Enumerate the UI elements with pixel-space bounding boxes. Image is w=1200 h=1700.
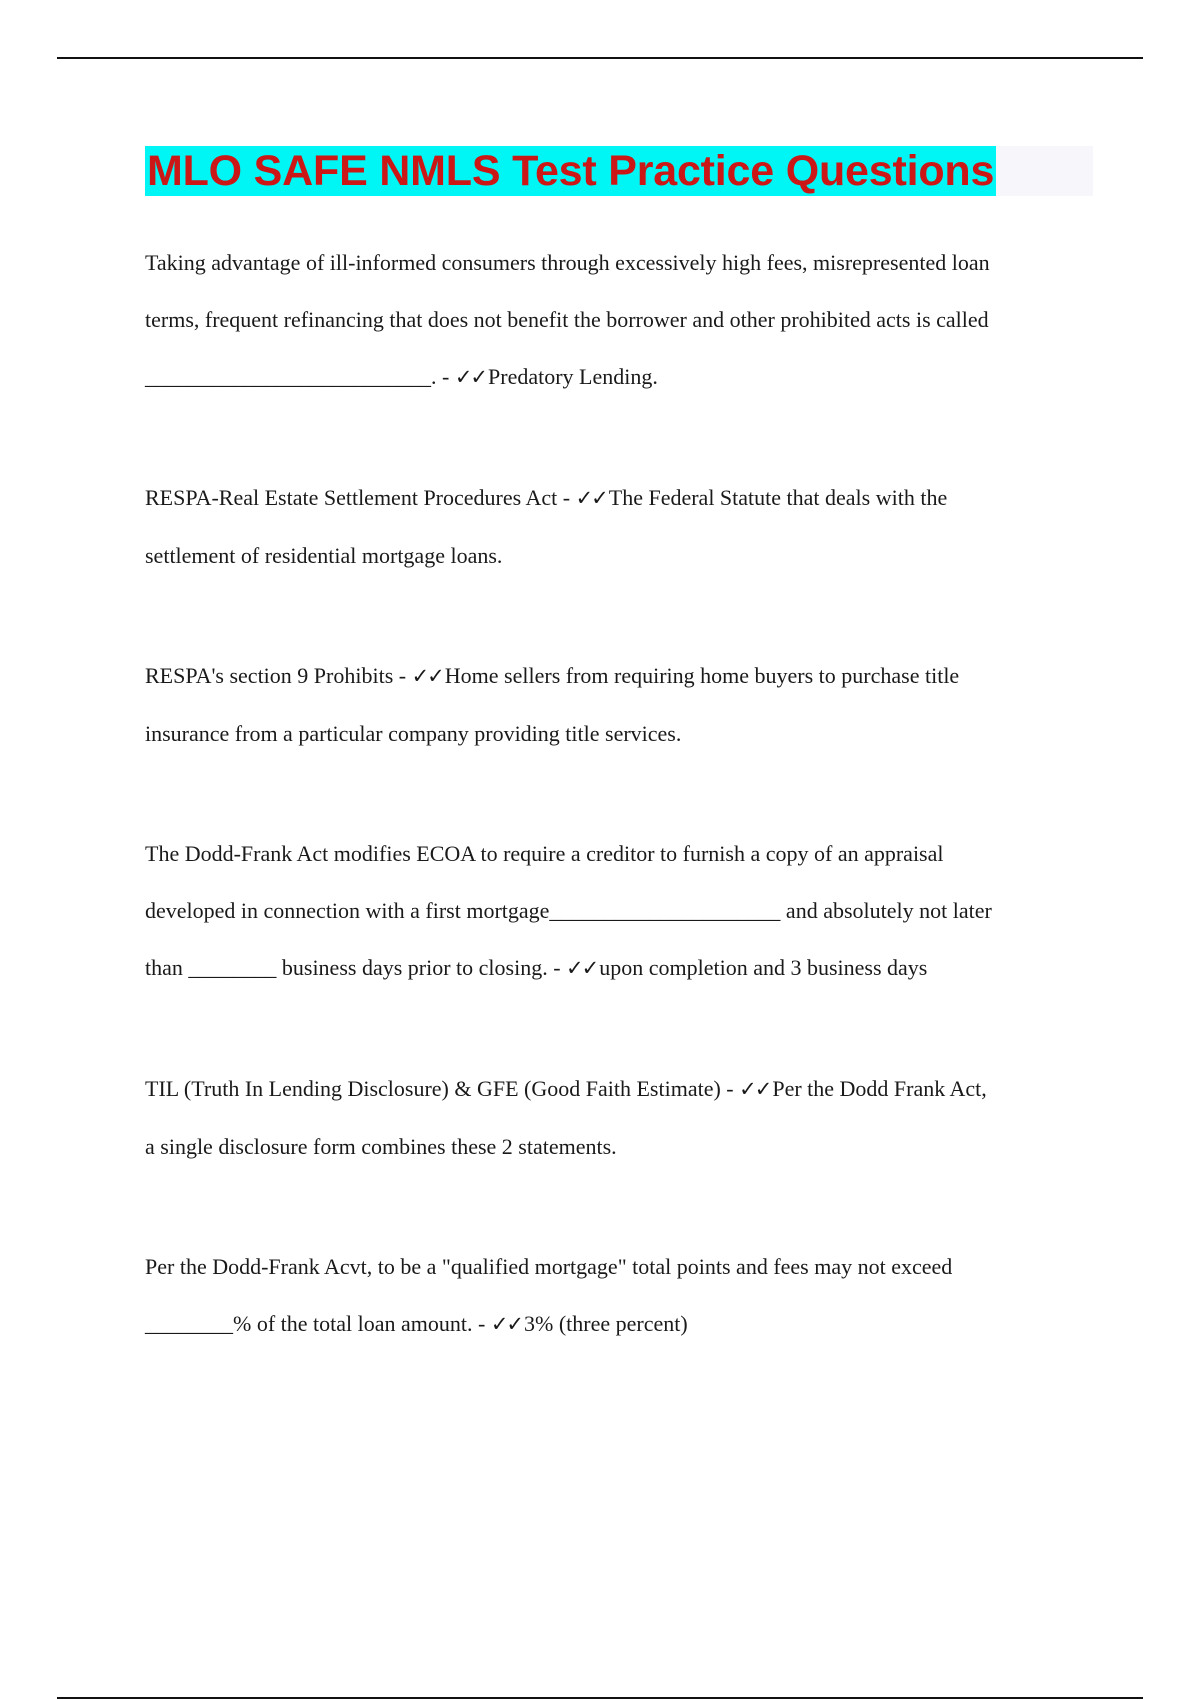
- text-line: Per the Dodd-Frank Acvt, to be a "qualified mortgage" total points and fees may not exceed: [145, 1254, 953, 1279]
- question-text: ________% of the total loan amount. -: [145, 1311, 491, 1336]
- question-answer-item: [145, 469, 1095, 584]
- question-text: RESPA-Real Estate Settlement Procedures Act -: [145, 485, 576, 510]
- text-line: Taking advantage of ill-informed consumers through excessively high fees, misrepresented loan: [145, 250, 990, 275]
- double-check-icon: ✓✓: [566, 956, 598, 980]
- question-answer-item: [145, 647, 1095, 762]
- question-text: TIL (Truth In Lending Disclosure) & GFE (Good Faith Estimate) -: [145, 1076, 740, 1101]
- text-line: The Dodd-Frank Act modifies ECOA to require a creditor to furnish a copy of an appraisal: [145, 841, 944, 866]
- text-line: [145, 1060, 1095, 1118]
- question-text: __________________________. -: [145, 364, 455, 389]
- text-line: settlement of residential mortgage loans.: [145, 543, 503, 568]
- question-answer-item: [145, 1060, 1095, 1175]
- text-line: a single disclosure form combines these 2 statements.: [145, 1134, 617, 1159]
- question-answer-item: [145, 1238, 1095, 1353]
- text-line: insurance from a particular company providing title services.: [145, 721, 682, 746]
- answer-text: The Federal Statute that deals with the: [608, 485, 948, 510]
- answer-text: 3% (three percent): [524, 1311, 688, 1336]
- bottom-rule: [57, 1697, 1143, 1699]
- top-rule: [57, 57, 1143, 59]
- question-text: RESPA's section 9 Prohibits -: [145, 663, 412, 688]
- double-check-icon: ✓✓: [454, 365, 487, 389]
- text-line: terms, frequent refinancing that does not benefit the borrower and other prohibited acts is called: [145, 307, 989, 332]
- double-check-icon: ✓✓: [575, 486, 607, 510]
- question-answer-item: [145, 234, 1095, 406]
- double-check-icon: ✓✓: [739, 1077, 771, 1101]
- double-check-icon: ✓✓: [411, 664, 443, 688]
- page-title: MLO SAFE NMLS Test Practice Questions: [147, 147, 995, 195]
- answer-text: Per the Dodd Frank Act,: [772, 1076, 987, 1101]
- text-line: [145, 647, 1095, 705]
- question-text: than ________ business days prior to closing. -: [145, 955, 567, 980]
- title-banner: [145, 146, 1093, 196]
- text-line: developed in connection with a first mortgage_____________________ and absolutely not later: [145, 898, 992, 923]
- question-answer-item: [145, 825, 1095, 997]
- answer-text: Predatory Lending.: [488, 364, 658, 389]
- double-check-icon: ✓✓: [490, 1312, 523, 1336]
- answer-text: upon completion and 3 business days: [599, 955, 928, 980]
- question-list: [145, 234, 1095, 1353]
- text-line: [145, 469, 1095, 527]
- text-line: [145, 939, 1095, 997]
- answer-text: Home sellers from requiring home buyers to purchase title: [444, 663, 960, 688]
- text-line: [145, 1295, 1095, 1353]
- text-line: [145, 348, 1095, 406]
